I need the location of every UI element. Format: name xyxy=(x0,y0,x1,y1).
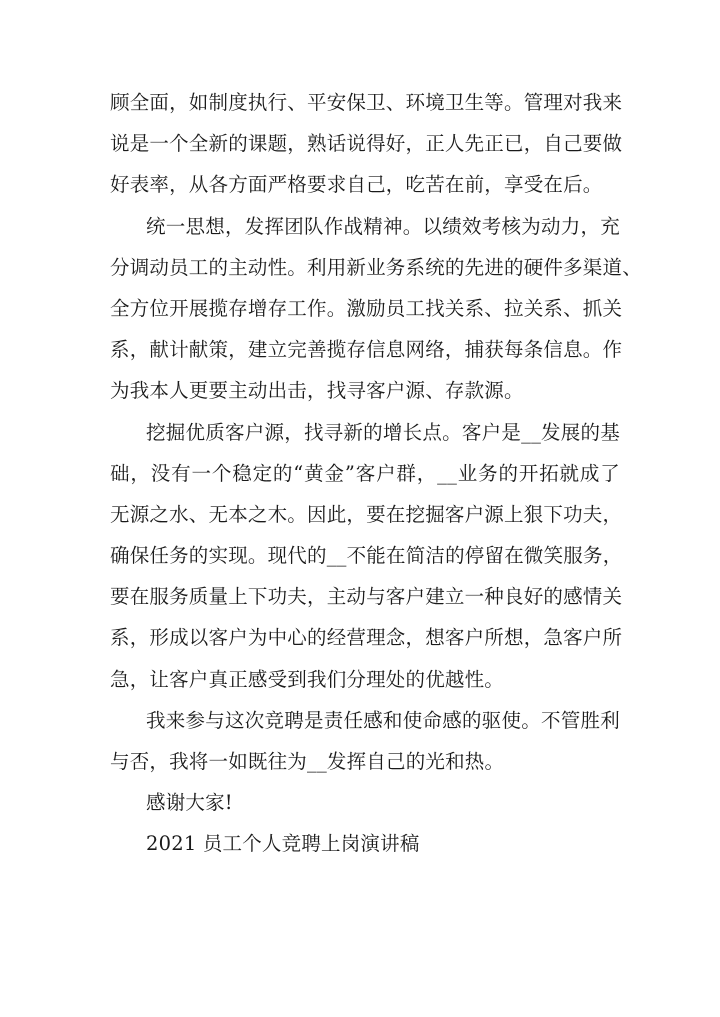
text-line: 统一思想，发挥团队作战精神。以绩效考核为动力，充 xyxy=(146,214,620,238)
closing-thanks: 感谢大家! xyxy=(146,791,233,815)
text-line: 与否，我将一如既往为__发挥自己的光和热。 xyxy=(110,750,505,773)
text-line: 要在服务质量上下功夫，主动与客户建立一种良好的感情关 xyxy=(110,585,623,609)
text-line: 无源之水、无本之木。因此，要在挖掘客户源上狠下功夫， xyxy=(110,502,623,526)
text-line: 础，没有一个稳定的“黄金”客户群，__业务的开拓就成了 xyxy=(110,461,620,485)
text-line: 为我本人更要主动出击，找寻客户源、存款源。 xyxy=(110,379,524,403)
text-line: 说是一个全新的课题，熟话说得好，正人先正已，自己要做 xyxy=(110,132,623,156)
paragraph-management xyxy=(110,82,623,206)
text-line: 挖掘优质客户源，找寻新的增长点。客户是__发展的基 xyxy=(146,420,620,444)
text-line: 系，献计献策，建立完善揽存信息网络，捕获每条信息。作 xyxy=(110,338,623,362)
text-line: 好表率，从各方面严格要求自己，吃苦在前，享受在后。 xyxy=(110,173,603,197)
paragraph-teamwork xyxy=(110,206,642,412)
text-line: 全方位开展揽存增存工作。激励员工找关系、拉关系、抓关 xyxy=(110,296,623,320)
text-line: 我来参与这次竞聘是责任感和使命感的驱使。不管胜利 xyxy=(146,708,620,732)
text-line: 分调动员工的主动性。利用新业务系统的先进的硬件多渠道、 xyxy=(110,255,642,279)
document-body xyxy=(110,82,642,865)
text-line: 确保任务的实现。现代的__不能在简洁的停留在微笑服务， xyxy=(110,544,623,568)
paragraph-commitment xyxy=(110,700,620,782)
text-line: 顾全面，如制度执行、平安保卫、环境卫生等。管理对我来 xyxy=(110,91,623,114)
text-line: 系，形成以客户为中心的经营理念，想客户所想，急客户所 xyxy=(110,626,623,650)
next-document-title: 2021 员工个人竞聘上岗演讲稿 xyxy=(146,832,420,856)
text-line: 急，让客户真正感受到我们分理处的优越性。 xyxy=(110,667,505,691)
paragraph-customers xyxy=(110,412,623,700)
